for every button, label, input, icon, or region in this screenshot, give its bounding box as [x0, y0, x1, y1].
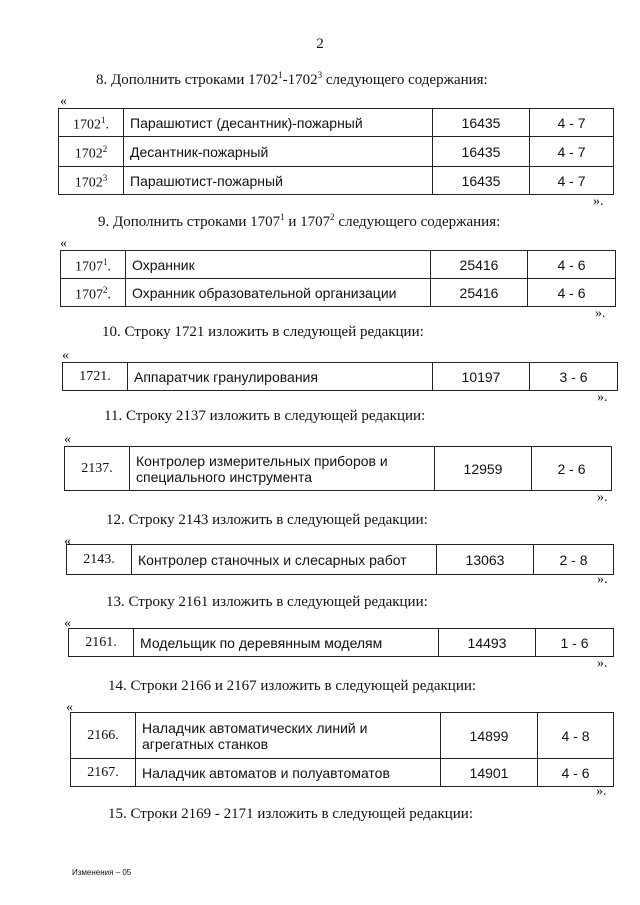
row-name: Десантник-пожарный	[124, 137, 433, 167]
row-code: 1707$^2$.	[61, 279, 126, 307]
row-code-number: 14901	[441, 759, 538, 787]
section-heading-15: 15. Строки 2169 - 2171 изложить в следующей редакции:	[108, 806, 474, 822]
row-code-number: 10197	[433, 363, 530, 391]
table-row	[71, 713, 614, 759]
row-name: Наладчик автоматических линий и агрегатных станков	[136, 713, 441, 759]
section-heading-10: 10. Строку 1721 изложить в следующей редакции:	[102, 324, 424, 340]
close-quote: ».	[597, 572, 608, 587]
close-quote: ».	[597, 390, 608, 405]
row-name: Охранник образовательной организации	[126, 279, 431, 307]
row-range: 1 - 6	[536, 629, 614, 657]
table-section-12	[66, 544, 614, 575]
table-row	[61, 279, 616, 307]
row-range: 4 - 6	[538, 759, 614, 787]
table-row	[69, 629, 614, 657]
row-code: 1702$^2$	[59, 137, 124, 167]
row-code: 1707$^1$.	[61, 251, 126, 279]
table-section-8	[58, 108, 614, 195]
open-quote: «	[62, 348, 69, 363]
row-range: 4 - 6	[528, 279, 616, 307]
table-row	[63, 363, 618, 391]
footer-note: Изменения – 05	[72, 868, 132, 877]
table-row	[59, 137, 614, 167]
section-heading-13: 13. Строку 2161 изложить в следующей редакции:	[106, 594, 428, 610]
row-name: Контролер измерительных приборов и специального инструмента	[130, 447, 435, 491]
open-quote: «	[64, 616, 71, 631]
row-name: Парашютист (десантник)-пожарный	[124, 109, 433, 137]
row-code: 1702$^3$	[59, 167, 124, 195]
row-code-number: 12959	[435, 447, 532, 491]
page-number: 2	[316, 36, 324, 52]
row-name: Охранник	[126, 251, 431, 279]
row-name: Парашютист-пожарный	[124, 167, 433, 195]
table-section-10	[62, 362, 618, 391]
row-range: 4 - 6	[528, 251, 616, 279]
row-name: Аппаратчик гранулирования	[128, 363, 433, 391]
close-quote: ».	[595, 306, 606, 321]
row-name: Наладчик автоматов и полуавтоматов	[136, 759, 441, 787]
row-code: 1721.	[63, 363, 128, 391]
section-heading-11: 11. Строку 2137 изложить в следующей редакции:	[104, 408, 426, 424]
row-name: Контролер станочных и слесарных работ	[132, 545, 437, 575]
section-heading-8: 8. Дополнить строками 1702$^1$-1702$^3$ следующего содержания:	[96, 70, 488, 88]
row-code-number: 16435	[433, 167, 530, 195]
row-code-number: 14899	[441, 713, 538, 759]
row-code-number: 16435	[433, 137, 530, 167]
table-row	[59, 167, 614, 195]
row-code: 2137.	[65, 447, 130, 491]
row-code: 2143.	[67, 545, 132, 575]
row-range: 4 - 7	[530, 137, 614, 167]
row-code-number: 25416	[431, 279, 528, 307]
section-heading-14: 14. Строки 2166 и 2167 изложить в следующей редакции:	[108, 678, 477, 694]
row-range: 2 - 8	[534, 545, 614, 575]
row-code: 2167.	[71, 759, 136, 787]
row-name: Модельщик по деревянным моделям	[134, 629, 439, 657]
close-quote: ».	[596, 784, 607, 799]
row-code-number: 16435	[433, 109, 530, 137]
table-section-13	[68, 628, 614, 657]
open-quote: «	[60, 94, 67, 109]
close-quote: ».	[593, 194, 604, 209]
row-range: 4 - 7	[530, 109, 614, 137]
close-quote: ».	[597, 490, 608, 505]
row-code-number: 25416	[431, 251, 528, 279]
row-range: 3 - 6	[530, 363, 618, 391]
row-range: 2 - 6	[532, 447, 612, 491]
row-range: 4 - 8	[538, 713, 614, 759]
close-quote: ».	[597, 656, 608, 671]
open-quote: «	[64, 534, 71, 549]
row-range: 4 - 7	[530, 167, 614, 195]
table-row	[71, 759, 614, 787]
row-code: 2161.	[69, 629, 134, 657]
section-heading-9: 9. Дополнить строками 1707$^1$ и 1707$^2$ следующего содержания:	[98, 212, 501, 230]
table-section-11	[64, 446, 612, 491]
table-row	[61, 251, 616, 279]
section-heading-12: 12. Строку 2143 изложить в следующей редакции:	[106, 512, 428, 528]
row-code: 2166.	[71, 713, 136, 759]
table-section-9	[60, 250, 616, 307]
open-quote: «	[60, 236, 67, 251]
table-section-14	[70, 712, 614, 787]
table-row	[67, 545, 614, 575]
row-code-number: 13063	[437, 545, 534, 575]
open-quote: «	[64, 432, 71, 447]
row-code: 1702$^1$.	[59, 109, 124, 137]
row-code-number: 14493	[439, 629, 536, 657]
table-row	[59, 109, 614, 137]
open-quote: «	[66, 700, 73, 715]
table-row	[65, 447, 612, 491]
